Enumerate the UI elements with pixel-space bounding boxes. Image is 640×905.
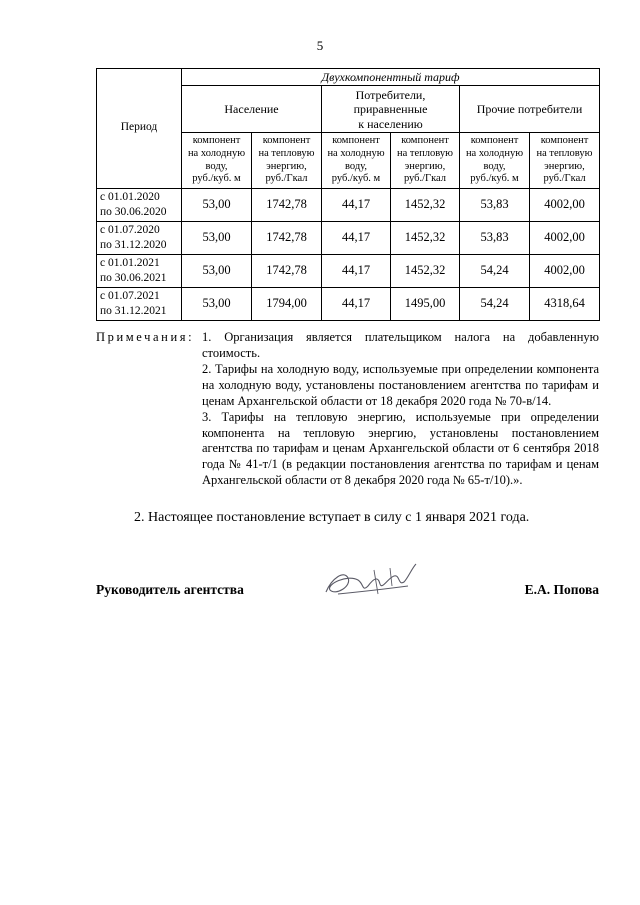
period-cell: с 01.01.2021 по 30.06.2021 (97, 254, 182, 287)
header-component-heat-energy: компонент на тепловую энергию, руб./Гкал (391, 133, 460, 188)
tariff-value-cell: 1495,00 (391, 287, 460, 320)
tariff-value-cell: 1452,32 (391, 188, 460, 221)
header-component-cold-water: компонент на холодную воду, руб./куб. м (182, 133, 252, 188)
note-item: 1. Организация является плательщиком налога на добавленную стоимость. (202, 330, 599, 360)
tariff-value-cell: 44,17 (322, 287, 391, 320)
note-item: 3. Тарифы на тепловую энергию, используемые при определении компонента на тепловую энергию, установлены постановлением агентства по тарифам и ценам Архангельской области от 6 сентября 2018 года № 41-т/1 (в редакции постановления агентства по тарифам и ценам Архангельской области от 8 декабря 2020 года № 65-т/10).». (202, 410, 599, 487)
header-group-equivalent-consumers: Потребители, приравненные к населению (322, 86, 460, 133)
header-component-cold-water: компонент на холодную воду, руб./куб. м (460, 133, 530, 188)
notes-items (202, 330, 599, 488)
tariff-value-cell: 53,00 (182, 254, 252, 287)
tariff-value-cell: 4318,64 (530, 287, 600, 320)
tariff-table-body (97, 188, 600, 320)
tariff-value-cell: 1742,78 (252, 254, 322, 287)
handwritten-signature (318, 556, 422, 604)
period-cell: с 01.01.2020 по 30.06.2020 (97, 188, 182, 221)
tariff-value-cell: 1742,78 (252, 221, 322, 254)
tariff-value-cell: 53,83 (460, 188, 530, 221)
tariff-value-cell: 1452,32 (391, 254, 460, 287)
signatory-name: Е.А. Попова (524, 582, 599, 597)
tariff-value-cell: 4002,00 (530, 254, 600, 287)
tariff-value-cell: 4002,00 (530, 221, 600, 254)
tariff-value-cell: 44,17 (322, 221, 391, 254)
tariff-value-cell: 1452,32 (391, 221, 460, 254)
header-period: Период (97, 69, 182, 189)
tariff-value-cell: 53,00 (182, 221, 252, 254)
tariff-value-cell: 53,83 (460, 221, 530, 254)
tariff-value-cell: 54,24 (460, 287, 530, 320)
tariff-value-cell: 1742,78 (252, 188, 322, 221)
header-two-component-tariff: Двухкомпонентный тариф (182, 69, 600, 86)
table-row (97, 221, 600, 254)
tariff-value-cell: 53,00 (182, 287, 252, 320)
tariff-value-cell: 4002,00 (530, 188, 600, 221)
header-component-cold-water: компонент на холодную воду, руб./куб. м (322, 133, 391, 188)
tariff-value-cell: 53,00 (182, 188, 252, 221)
table-row (97, 188, 600, 221)
period-cell: с 01.07.2021 по 31.12.2021 (97, 287, 182, 320)
header-component-heat-energy: компонент на тепловую энергию, руб./Гкал (530, 133, 600, 188)
notes-label: Примечания: (96, 330, 195, 344)
page-number: 5 (316, 38, 324, 53)
tariff-value-cell: 44,17 (322, 254, 391, 287)
table-row (97, 287, 600, 320)
clause-effective-date: 2. Настоящее постановление вступает в силу с 1 января 2021 года. (134, 510, 530, 525)
tariff-value-cell: 54,24 (460, 254, 530, 287)
tariff-value-cell: 44,17 (322, 188, 391, 221)
header-group-population: Население (182, 86, 322, 133)
note-item: 2. Тарифы на холодную воду, используемые при определении компонента на холодную воду, установлены постановлением агентства по тарифам и ценам Архангельской области от 18 декабря 2020 года № 70-в/14. (202, 362, 599, 408)
notes-block (96, 330, 599, 489)
table-row (97, 254, 600, 287)
header-component-heat-energy: компонент на тепловую энергию, руб./Гкал (252, 133, 322, 188)
header-group-other-consumers: Прочие потребители (460, 86, 600, 133)
period-cell: с 01.07.2020 по 31.12.2020 (97, 221, 182, 254)
signatory-role: Руководитель агентства (96, 582, 244, 597)
tariff-table (96, 68, 600, 321)
tariff-value-cell: 1794,00 (252, 287, 322, 320)
